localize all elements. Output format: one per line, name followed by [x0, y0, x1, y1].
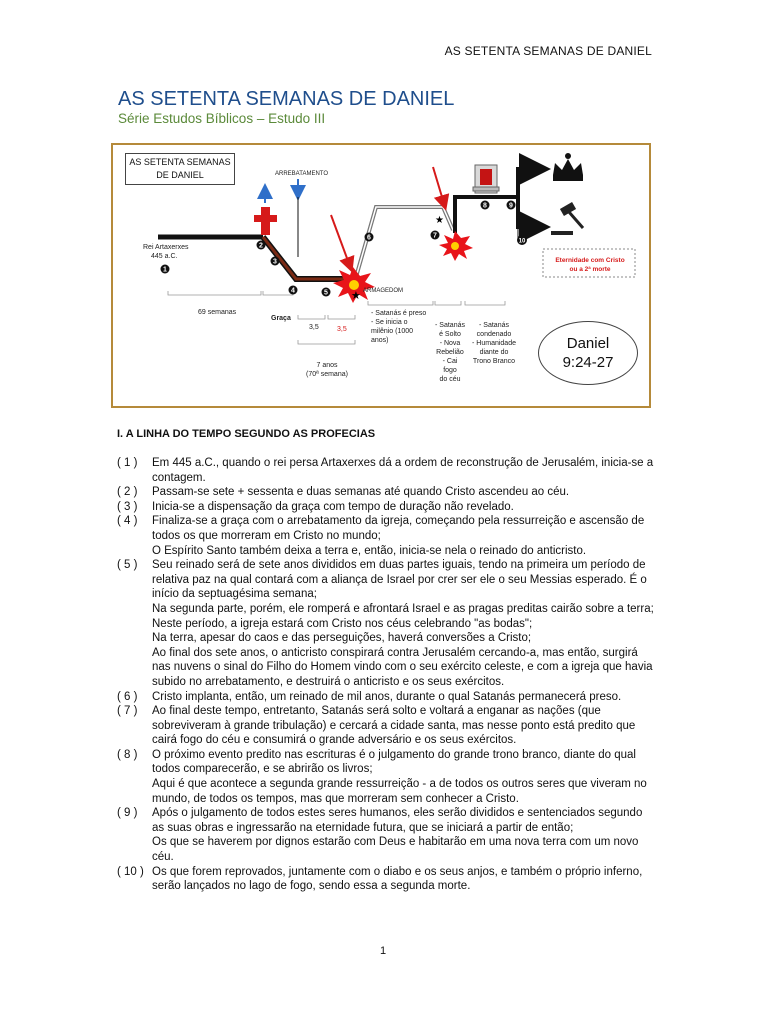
label-arrebatamento: ARREBATAMENTO	[275, 171, 329, 177]
label-line: - Nova	[439, 340, 461, 347]
label-line: 7 anos	[316, 362, 338, 369]
item-line: Os que forem reprovados, juntamente com o diabo e os seus anjos, e também o próprio inferno, serão lançados no lago de fogo, sendo essa a segunda morte.	[152, 865, 643, 893]
item-number: ( 8 )	[117, 748, 138, 761]
crown-icon	[553, 153, 583, 181]
label-line: do céu	[439, 376, 461, 383]
label-satanas-preso	[371, 309, 426, 345]
label-rei	[143, 243, 189, 261]
item-text	[152, 865, 657, 894]
cross-icon	[254, 207, 277, 235]
label-line: - Satanás é preso	[371, 310, 427, 317]
item-line: Em 445 a.C., quando o rei persa Artaxerxes dá a ordem de reconstrução de Jerusalém, inicia-se a contagem.	[152, 457, 654, 484]
star-icon: ★	[435, 215, 444, 226]
svg-text:5: 5	[324, 289, 328, 297]
item-text	[152, 456, 657, 485]
label-7-anos	[306, 361, 348, 379]
item-text	[152, 485, 657, 500]
item-text	[152, 704, 657, 748]
svg-text:8: 8	[483, 202, 487, 210]
daniel-reference-oval	[538, 321, 638, 385]
item-number: ( 1 )	[117, 457, 138, 469]
item-line: Os que se haverem por dignos estarão com Deus e habitarão em uma nova terra com um novo céu.	[152, 836, 639, 864]
label-line: Rei Artaxerxes	[143, 244, 189, 251]
label-line: (70ª semana)	[306, 371, 348, 378]
svg-text:4: 4	[291, 287, 295, 295]
list-item	[117, 690, 657, 705]
item-text	[152, 558, 657, 689]
star-icon: ★	[351, 290, 361, 302]
document-title: AS SETENTA SEMANAS DE DANIEL	[118, 88, 455, 110]
svg-text:1: 1	[163, 266, 167, 274]
item-line: Aqui é que acontece a segunda grande ressurreição - a de todos os outros seres que viveram no mundo, de todos os tempos, mas que morreram sem conhecer a Cristo.	[152, 778, 647, 805]
item-line: Ao final dos sete anos, o anticristo conspirará contra Jerusalém cercando-a, mas então, surgirá nas nuvens o sinal do Filho do Homem vindo com o seu exército celeste, e com a igreja que havia subido no arrebatamento, e destruirá o anticristo e os seus exércitos.	[152, 646, 653, 688]
item-line: Seu reinado será de sete anos divididos em duas partes iguais, tendo na primeira um período de relativa paz na qual contará com a aliança de Israel por crer ser ele o seu Messias esperado. É o início da septuagésima semana;	[152, 559, 647, 601]
item-line: Na segunda parte, porém, ele romperá e afrontará Israel e as pragas preditas cairão sobre a terra;	[152, 602, 654, 615]
running-header: AS SETENTA SEMANAS DE DANIEL	[444, 44, 652, 58]
label-line: 9:24-27	[562, 354, 614, 371]
timeline-figure	[111, 143, 651, 408]
prophecy-list	[117, 456, 657, 894]
label-line: - Satanás	[479, 322, 509, 329]
label-armagedom: ARMAGEDOM	[363, 288, 404, 294]
svg-text:9: 9	[509, 202, 513, 210]
label-69-semanas: 69 semanas	[198, 309, 237, 316]
item-text	[152, 514, 657, 558]
figure-title-box	[125, 153, 235, 185]
svg-text:10: 10	[518, 238, 526, 245]
item-number: ( 3 )	[117, 500, 138, 513]
item-line: Neste período, a igreja estará com Cristo nos céus celebrando "as bodas";	[152, 617, 533, 630]
document-subtitle: Série Estudos Bíblicos – Estudo III	[118, 111, 326, 126]
label-line: milênio (1000	[371, 328, 414, 335]
item-line: Passam-se sete + sessenta e duas semanas até quando Cristo ascendeu ao céu.	[152, 486, 570, 499]
item-text	[152, 500, 657, 515]
gavel-icon	[551, 202, 583, 235]
label-line: 445 a.C.	[151, 253, 178, 260]
item-line: O Espírito Santo também deixa a terra e, então, inicia-se nela o reinado do anticristo.	[152, 544, 587, 557]
label-graca: Graça	[271, 315, 291, 322]
label-line: - Cai fogo	[442, 358, 458, 374]
svg-text:3: 3	[273, 258, 277, 266]
throne-icon	[473, 165, 499, 193]
label-line: diante do	[479, 349, 509, 356]
item-line: Após o julgamento de todos estes seres humanos, eles serão divididos e sentenciados segundo as suas obras e ingressarão na eternidade futura, que se iniciará a partir de então;	[152, 807, 643, 834]
item-number: ( 2 )	[117, 486, 138, 499]
svg-text:7: 7	[433, 232, 437, 240]
label-line: - Satanás	[435, 322, 465, 329]
item-line: Inicia-se a dispensação da graça com tempo de duração não revelado.	[152, 500, 514, 513]
label-3-5-red: 3,5	[337, 326, 347, 333]
list-item	[117, 514, 657, 558]
label-eternidade	[545, 256, 635, 274]
section-heading: I. A LINHA DO TEMPO SEGUNDO AS PROFECIAS	[117, 428, 376, 440]
fire-arrow	[433, 167, 445, 207]
label-line: é Solto	[439, 331, 461, 338]
label-line: Trono Branco	[472, 358, 516, 365]
svg-text:6: 6	[367, 234, 371, 242]
list-item	[117, 748, 657, 806]
list-item	[117, 865, 657, 894]
figure-title-line: DE DANIEL	[156, 170, 204, 180]
item-number: ( 5 )	[117, 559, 138, 572]
label-line: condenado	[476, 331, 512, 338]
item-line: Ao final deste tempo, entretanto, Satanás será solto e voltará a enganar as nações (que sobreviveram à grande tribulação) e cercará a cidade santa, mas nesse ponto está predito que cairá fogo do céu e consumirá o grande adversário e os seus exércitos.	[152, 705, 636, 747]
item-line: Finaliza-se a graça com o arrebatamento da igreja, começando pela ressurreição e ascensão de todos os que morreram em Cristo no mundo;	[152, 515, 645, 542]
label-satanas-solto	[435, 321, 465, 384]
item-line: Na terra, apesar do caos e das perseguições, haverá conversões a Cristo;	[152, 632, 532, 645]
label-3-5: 3,5	[309, 324, 319, 331]
label-line: - Humanidade	[472, 340, 516, 347]
list-item	[117, 558, 657, 689]
label-line: anos)	[371, 337, 389, 344]
item-number: ( 10 )	[117, 865, 144, 878]
label-line: Eternidade com Cristo	[555, 257, 625, 264]
item-text	[152, 748, 657, 806]
fire-arrow	[331, 215, 351, 269]
label-line: - Se inicia o	[371, 319, 408, 326]
list-item	[117, 485, 657, 500]
list-item	[117, 704, 657, 748]
item-number: ( 6 )	[117, 690, 138, 703]
page-number: 1	[380, 945, 387, 957]
item-text	[152, 690, 657, 705]
label-satanas-condenado	[471, 321, 517, 366]
svg-text:2: 2	[259, 242, 263, 250]
item-number: ( 9 )	[117, 807, 138, 820]
list-item	[117, 456, 657, 485]
list-item	[117, 500, 657, 515]
label-line: Daniel	[566, 335, 610, 352]
item-number: ( 4 )	[117, 515, 138, 528]
label-line: Rebelião	[436, 349, 464, 356]
item-number: ( 7 )	[117, 705, 138, 718]
item-line: O próximo evento predito nas escrituras é o julgamento do grande trono branco, diante do qual todos comparecerão, e se abrirão os livros;	[152, 748, 636, 776]
figure-title-line: AS SETENTA SEMANAS	[129, 157, 231, 167]
list-item	[117, 806, 657, 864]
item-line: Cristo implanta, então, um reinado de mil anos, durante o qual Satanás permanecerá preso.	[152, 690, 622, 703]
item-text	[152, 806, 657, 864]
explosion-icon	[439, 231, 473, 261]
label-line: ou a 2ª morte	[569, 266, 611, 273]
